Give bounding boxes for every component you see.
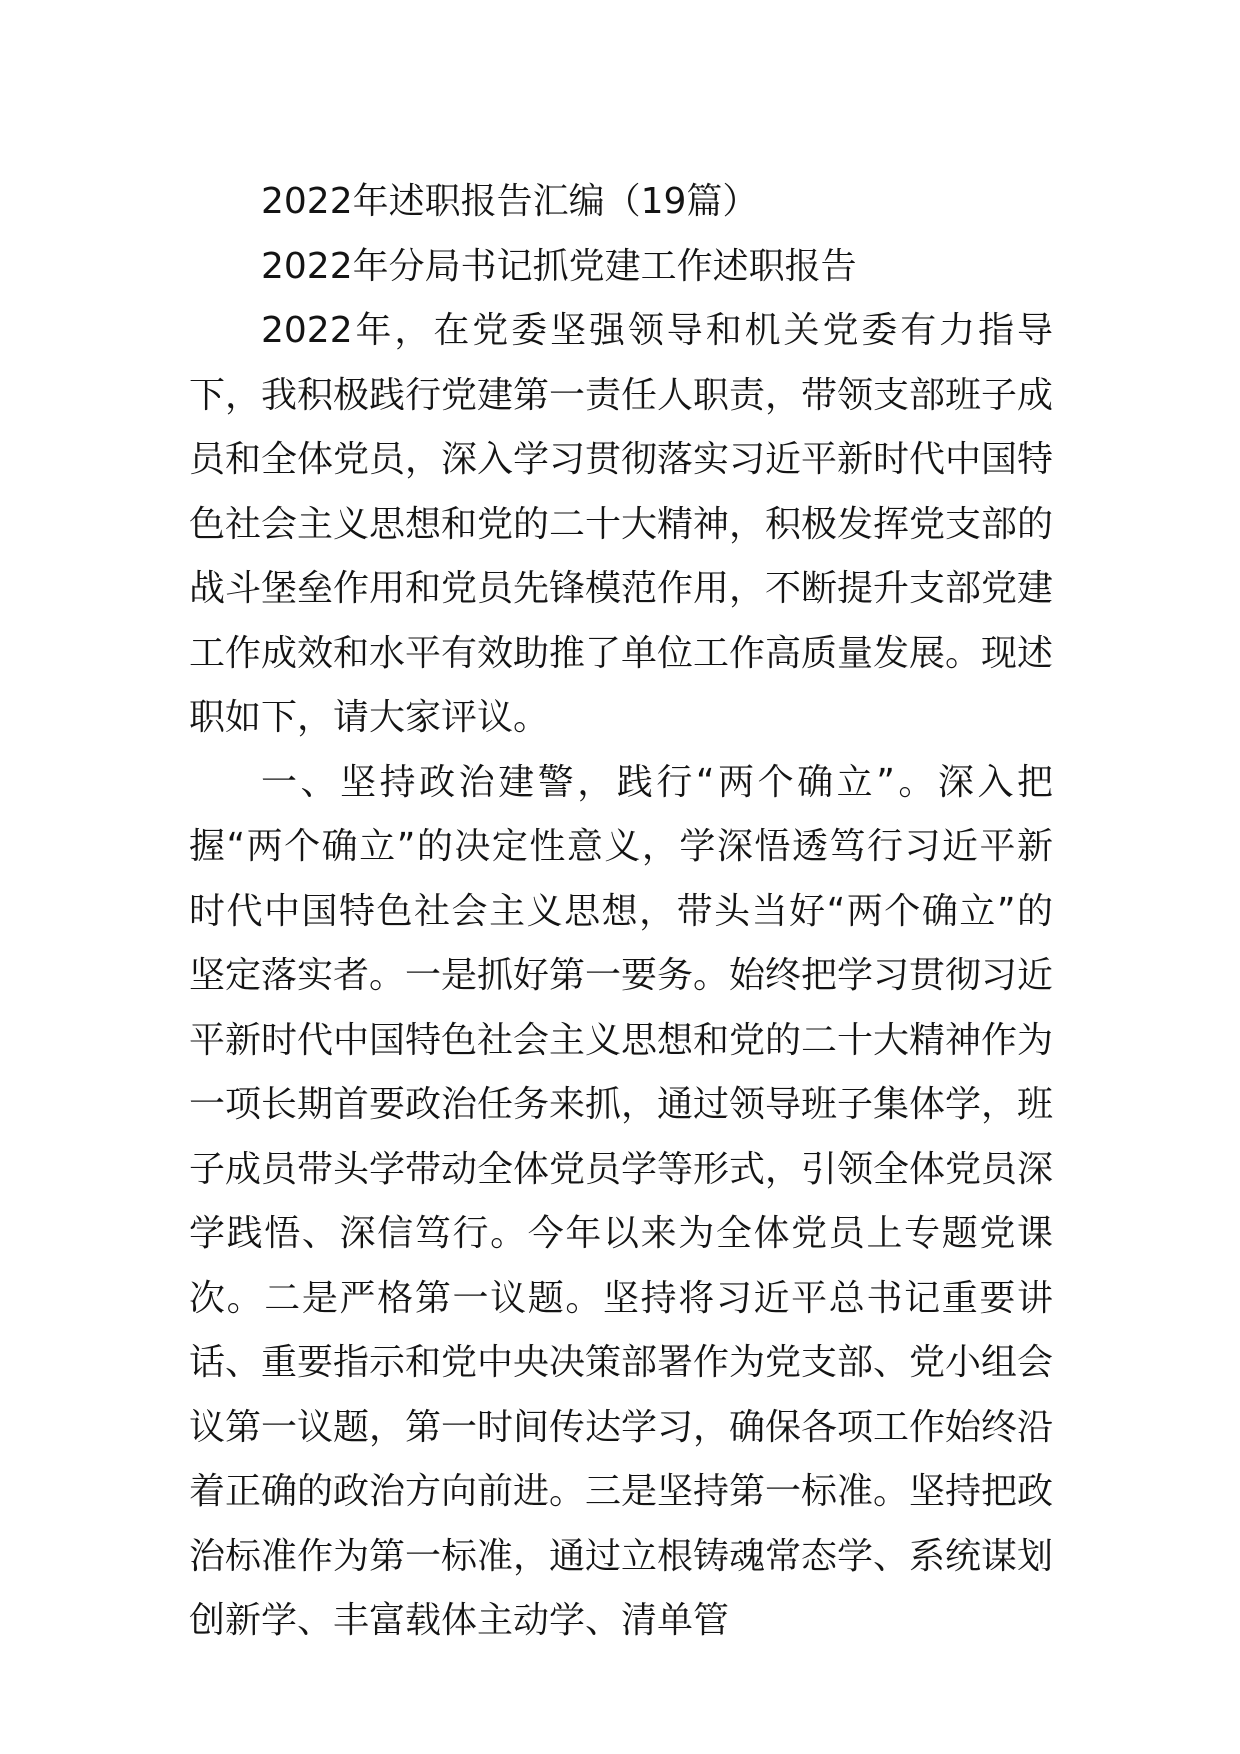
report-title: 2022年分局书记抓党建工作述职报告	[261, 245, 857, 287]
document-body	[189, 170, 1053, 1654]
intro-paragraph: 2022年，在党委坚强领导和机关党委有力指导下，我积极践行党建第一责任人职责，带领支部班子成员和全体党员，深入学习贯彻落实习近平新时代中国特色社会主义思想和党的二十大精神，积极发挥党支部的战斗堡垒作用和党员先锋模范作用，不断提升支部党建工作成效和水平有效助推了单位工作高质量发展。现述职如下，请大家评议。	[189, 310, 1054, 738]
section-one-paragraph: 一、坚持政治建警，践行“两个确立”。深入把握“两个确立”的决定性意义，学深悟透笃行习近平新时代中国特色社会主义思想，带头当好“两个确立”的坚定落实者。一是抓好第一要务。始终把学习贯彻习近平新时代中国特色社会主义思想和党的二十大精神作为一项长期首要政治任务来抓，通过领导班子集体学，班子成员带头学带动全体党员学等形式，引领全体党员深学践悟、深信笃行。今年以来为全体党员上专题党课次。二是严格第一议题。坚持将习近平总书记重要讲话、重要指示和党中央决策部署作为党支部、党小组会议第一议题，第一时间传达学习，确保各项工作始终沿着正确的政治方向前进。三是坚持第一标准。坚持把政治标准作为第一标准，通过立根铸魂常态学、系统谋划创新学、丰富载体主动学、清单管	[189, 761, 1054, 1641]
compilation-title: 2022年述职报告汇编（19篇）	[261, 181, 759, 222]
